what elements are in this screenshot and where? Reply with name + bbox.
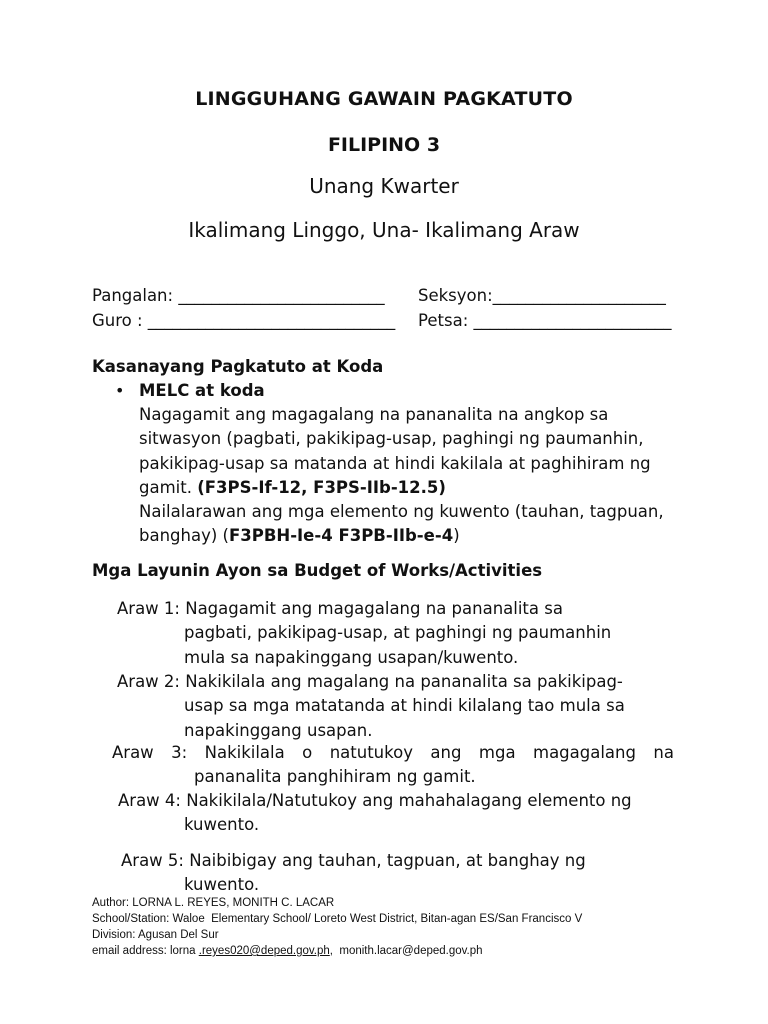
date-field[interactable]: Petsa: ________________________: [418, 311, 672, 330]
competency-text-2-end: ): [453, 526, 460, 546]
footer-school: School/Station: Waloe Elementary School/ Loreto West District, Bitan-agan ES/San Francisco V: [92, 913, 583, 925]
competency-code-1: (F3PS-If-12, F3PS-IIb-12.5): [197, 477, 446, 497]
day-5-first-line: Araw 5: Naibibigay ang tauhan, tagpuan, at banghay ng: [121, 851, 586, 870]
day-1: [117, 597, 611, 670]
section-field[interactable]: Seksyon:_____________________: [418, 286, 666, 305]
day-5-line-2: kuwento.: [184, 875, 260, 895]
footer-email-sep: ,: [329, 945, 340, 957]
day-4: [118, 789, 632, 838]
competency-text-2: Nailalarawan ang mga elemento ng kuwento (tauhan, tagpuan, banghay) (: [139, 502, 664, 546]
competency-text: [139, 403, 684, 549]
teacher-field[interactable]: Guro : ______________________________: [92, 311, 396, 330]
competency-text-1: Nagagamit ang magagalang na pananalita na angkop sa sitwasyon (pagbati, pakikipag-usap, paghingi ng paumanhin, pakikipag-usap sa matanda at hindi kakilala at paghihiram ng gamit.: [139, 405, 651, 497]
day-3-first-line: Araw 3: Nakikilala o natutukoy ang mga magagalang na: [112, 743, 674, 762]
day-5: [121, 849, 586, 898]
footer-author: Author: LORNA L. REYES, MONITH C. LACAR: [92, 897, 335, 909]
melc-label: MELC at koda: [139, 381, 265, 400]
day-2-line-2: usap sa mga matatanda at hindi kilalang tao mula sa: [184, 696, 625, 716]
day-4-line-2: kuwento.: [184, 815, 260, 835]
day-3: [112, 741, 674, 790]
day-2-line-3: napakinggang usapan.: [184, 720, 373, 740]
bullet-icon: •: [115, 381, 125, 400]
footer-email-link-1[interactable]: .reyes020@deped.gov.ph: [198, 945, 330, 957]
footer-credits: [92, 895, 582, 959]
day-3-line-2: pananalita panghihiram ng gamit.: [194, 767, 476, 787]
day-2-first-line: Araw 2: Nakikilala ang magalang na pananalita sa pakikipag-: [117, 672, 623, 691]
competency-heading: Kasanayang Pagkatuto at Koda: [92, 357, 384, 376]
document-title: LINGGUHANG GAWAIN PAGKATUTO: [195, 88, 573, 110]
day-1-first-line: Araw 1: Nagagamit ang magagalang na pananalita sa: [117, 599, 563, 618]
day-2: [117, 670, 625, 743]
footer-email-prefix: email address: lorna: [92, 945, 199, 957]
subject-title: FILIPINO 3: [327, 134, 441, 156]
objectives-heading: Mga Layunin Ayon sa Budget of Works/Activities: [92, 561, 543, 580]
footer-email-link-2[interactable]: monith.lacar@deped.gov.ph: [339, 945, 483, 957]
week-label: Ikalimang Linggo, Una- Ikalimang Araw: [188, 218, 580, 242]
name-field[interactable]: Pangalan: _________________________: [92, 286, 385, 305]
quarter-label: Unang Kwarter: [309, 174, 459, 198]
day-1-line-2: pagbati, pakikipag-usap, at paghingi ng paumanhin: [184, 623, 612, 643]
day-1-line-3: mula sa napakinggang usapan/kuwento.: [184, 647, 519, 667]
footer-division: Division: Agusan Del Sur: [92, 929, 219, 941]
competency-code-2: F3PBH-Ie-4 F3PB-IIb-e-4: [228, 526, 454, 546]
day-4-first-line: Araw 4: Nakikilala/Natutukoy ang mahahalagang elemento ng: [118, 791, 632, 810]
